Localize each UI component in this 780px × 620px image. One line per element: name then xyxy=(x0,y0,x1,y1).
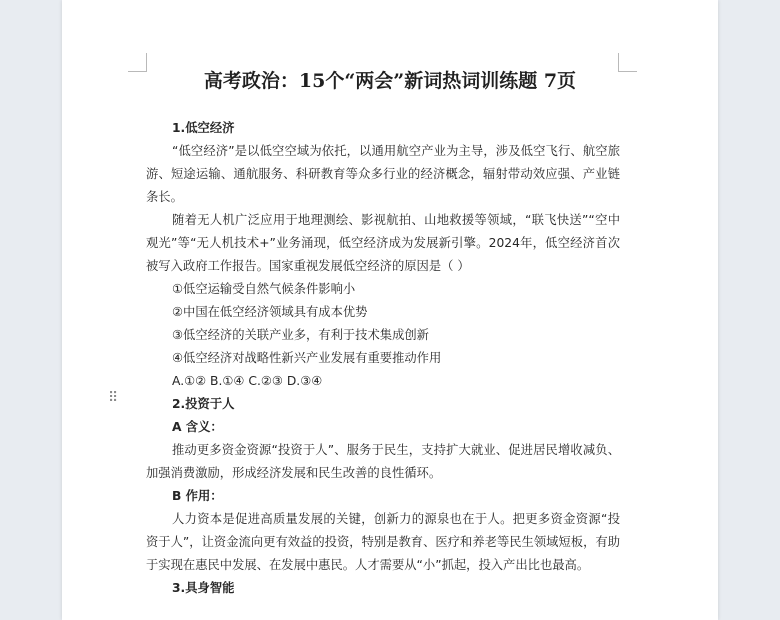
subheading[interactable]: B 作用： xyxy=(172,489,223,503)
drag-handle-icon[interactable]: ⠿ xyxy=(108,390,119,406)
paragraph[interactable]: 人力资本是促进高质量发展的关键，创新力的源泉也在于人。把更多资金资源“投资于人”，让资金流向更有效益的投资，特别是教育、医疗和养老等民生领域短板，有助于实现在惠民中发展、在发展中惠民。人才需要从“小”抓起，投入产出比也最高。 xyxy=(146,512,620,572)
answer-choices[interactable]: A.①② B.①④ C.②③ D.③④ xyxy=(172,374,323,388)
section-heading[interactable]: 3.具身智能 xyxy=(172,581,235,595)
option-line[interactable]: ④低空经济对战略性新兴产业发展有重要推动作用 xyxy=(172,351,442,365)
option-line[interactable]: ③低空经济的关联产业多，有利于技术集成创新 xyxy=(172,328,429,342)
option-line[interactable]: ②中国在低空经济领域具有成本优势 xyxy=(172,305,368,319)
document-title[interactable]: 高考政治：15个“两会”新词热词训练题 7页 xyxy=(203,70,577,92)
paragraph[interactable]: 随着无人机广泛应用于地理测绘、影视航拍、山地救援等领域，“联飞快送”“空中观光”等“无人机技术+”业务涌现，低空经济成为发展新引擎。2024年，低空经济首次被写入政府工作报告。国家重视发展低空经济的原因是（ ） xyxy=(146,213,620,273)
document-body[interactable] xyxy=(146,117,620,600)
paragraph[interactable]: “低空经济”是以低空空域为依托，以通用航空产业为主导，涉及低空飞行、航空旅游、短途运输、通航服务、科研教育等众多行业的经济概念，辐射带动效应强、产业链条长。 xyxy=(146,144,620,204)
subheading[interactable]: A 含义： xyxy=(172,420,223,434)
paragraph[interactable]: 推动更多资金资源“投资于人”、服务于民生，支持扩大就业、促进居民增收减负、加强消费激励，形成经济发展和民生改善的良性循环。 xyxy=(146,443,620,480)
section-heading[interactable]: 1.低空经济 xyxy=(172,121,235,135)
section-heading[interactable]: 2.投资于人 xyxy=(172,397,235,411)
option-line[interactable]: ①低空运输受自然气候条件影响小 xyxy=(172,282,356,296)
document-page[interactable] xyxy=(62,0,718,620)
